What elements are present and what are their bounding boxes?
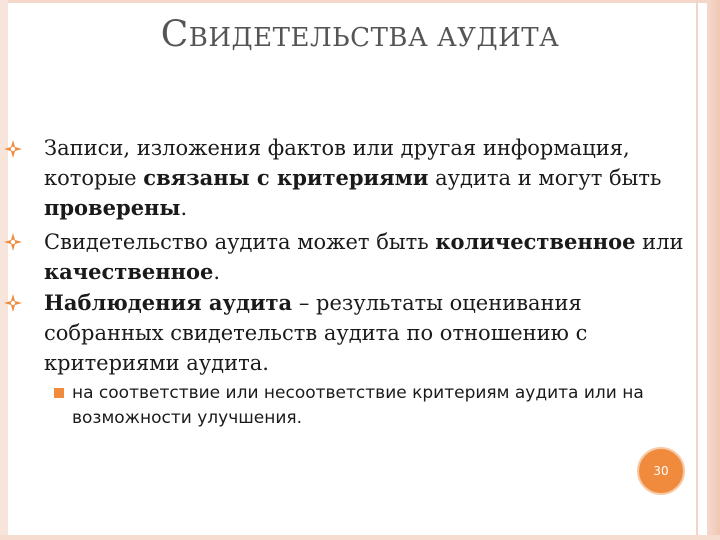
bullet-paragraph-2	[44, 227, 694, 287]
sub-bullet-paragraph: на соответствие или несоответствие критериям аудита или на возможности улучшения.	[72, 383, 644, 428]
bullet-1-text-3: .	[180, 196, 188, 220]
bullet-2-text-3: .	[213, 260, 221, 284]
bullet-2-text-1: Свидетельство аудита может быть	[44, 230, 436, 254]
bullet-2-bold-1: количественное	[435, 229, 636, 254]
bullet-3-text-1: – результаты оценивания собранных свидетельств аудита по отношению с критериями аудита.	[44, 291, 588, 375]
bullet-paragraph-3	[44, 288, 694, 378]
bullet-2-bold-2: качественное	[44, 259, 214, 284]
orange-star-icon	[4, 140, 22, 158]
orange-star-icon	[4, 233, 22, 251]
bullet-1-bold-1: связаны с критериями	[143, 165, 429, 190]
bullet-1-bold-2: проверены	[44, 195, 181, 220]
bullet-1-text-2: аудита и могут быть	[428, 166, 662, 190]
title-first-letter: С	[160, 14, 189, 55]
bullet-3-bold-1: Наблюдения аудита	[44, 290, 293, 315]
orange-star-icon	[4, 294, 22, 312]
page-number-badge: 30	[637, 447, 685, 495]
bullet-paragraph-1	[44, 133, 694, 223]
bullet-1-text-1: Записи, изложения фактов или другая информация, которые	[44, 136, 630, 190]
bullet-2-text-2: или	[635, 230, 684, 254]
title-rest: ВИДЕТЕЛЬСТВА АУДИТА	[188, 23, 560, 53]
orange-square-icon	[54, 388, 64, 398]
